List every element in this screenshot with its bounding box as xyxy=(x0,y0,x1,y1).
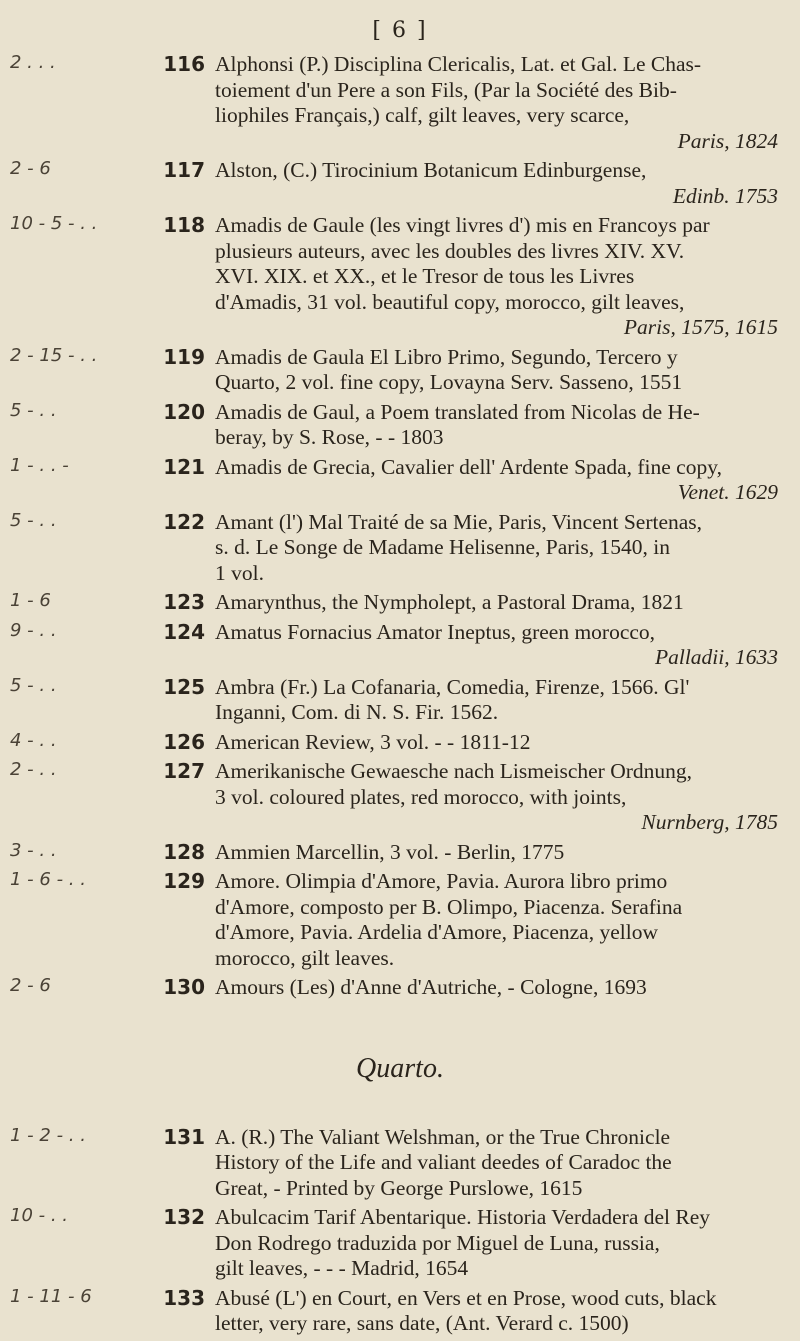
price-annotation: 2 - 15 - . . xyxy=(10,344,98,366)
catalogue-entry-126 xyxy=(0,730,800,756)
entry-line: Inganni, Com. di N. S. Fir. 1562. xyxy=(215,700,499,724)
entry-line: Amore. Olimpia d'Amore, Pavia. Aurora libro primo xyxy=(215,869,668,893)
entry-line: Amant (l') Mal Traité de sa Mie, Paris, Vincent Sertenas, xyxy=(215,509,703,534)
page-number: [ 6 ] xyxy=(372,18,428,43)
catalogue-entry-118 xyxy=(0,213,800,341)
entry-line: toiement d'un Pere a son Fils, (Par la Société des Bib- xyxy=(215,77,677,102)
lot-number: 123 xyxy=(163,590,205,614)
catalogue-entry-129 xyxy=(0,869,800,971)
entry-line: Don Rodrego traduzida por Miguel de Luna, russia, xyxy=(215,1230,660,1255)
catalogue-entry-125 xyxy=(0,675,800,726)
price-annotation: 1 - 6 - . . xyxy=(10,869,86,890)
price-annotation: 1 - 2 - . . xyxy=(10,1124,86,1146)
catalogue-entry-119 xyxy=(0,345,800,396)
lot-number: 117 xyxy=(163,158,205,182)
lot-number: 128 xyxy=(163,839,205,864)
price-annotation: 10 - . . xyxy=(10,1205,69,1226)
entry-line: Amadis de Grecia, Cavalier dell' Ardente Spada, fine copy, xyxy=(215,454,722,479)
entry-line: d'Amore, composto per B. Olimpo, Piacenza. Serafina xyxy=(215,894,683,919)
entry-line: 1 vol. xyxy=(215,560,264,585)
price-annotation: 5 - . . xyxy=(10,509,57,531)
entry-line: Ammien Marcellin, 3 vol. - Berlin, 1775 xyxy=(215,839,565,864)
catalogue-entry-131 xyxy=(0,1125,800,1202)
lot-number: 122 xyxy=(163,509,205,534)
lot-number: 120 xyxy=(163,399,205,424)
entry-line: XVI. XIX. et XX., et le Tresor de tous les Livres xyxy=(215,264,635,288)
catalogue-entry-117 xyxy=(0,158,800,209)
lot-number: 133 xyxy=(163,1285,205,1310)
catalogue-entry-132 xyxy=(0,1205,800,1282)
entry-line: Amatus Fornacius Amator Ineptus, green morocco, xyxy=(215,619,656,644)
catalogue-entry-123 xyxy=(0,590,800,616)
imprint: Paris, 1575, 1615 xyxy=(623,315,778,339)
entry-line: gilt leaves, - - - Madrid, 1654 xyxy=(215,1256,469,1280)
price-annotation: 3 - . . xyxy=(10,839,57,861)
section-heading-quarto: Quarto. xyxy=(356,1052,444,1084)
price-annotation: 4 - . . xyxy=(10,729,57,751)
catalogue-entry-127 xyxy=(0,759,800,836)
entry-line: plusieurs auteurs, avec les doubles des livres XIV. XV. xyxy=(215,238,685,263)
price-annotation: 2 - 6 xyxy=(10,975,51,996)
catalogue-entry-116 xyxy=(0,52,800,154)
lot-number: 121 xyxy=(163,454,205,479)
entry-line: Amadis de Gaul, a Poem translated from Nicolas de He- xyxy=(215,399,700,424)
lot-number: 127 xyxy=(163,759,205,783)
lot-number: 124 xyxy=(163,619,205,644)
catalogue-entry-124 xyxy=(0,620,800,671)
entry-line: Amadis de Gaula El Libro Primo, Segundo, Tercero y xyxy=(215,344,678,369)
entry-line: morocco, gilt leaves. xyxy=(215,945,395,970)
lot-number: 118 xyxy=(163,213,205,237)
entry-line: liophiles Français,) calf, gilt leaves, very scarce, xyxy=(215,103,630,127)
imprint: Venet. 1629 xyxy=(677,480,778,504)
lot-number: 119 xyxy=(163,344,205,369)
lot-number: 132 xyxy=(163,1205,205,1229)
price-annotation: 2 . . . xyxy=(10,52,56,73)
entry-line: Amadis de Gaule (les vingt livres d') mis en Francoys par xyxy=(215,213,710,237)
price-annotation: 2 - 6 xyxy=(10,158,51,179)
price-annotation: 10 - 5 - . . xyxy=(10,213,98,234)
entry-line: Abulcacim Tarif Abentarique. Historia Verdadera del Rey xyxy=(215,1205,711,1229)
lot-number: 116 xyxy=(163,52,205,76)
entry-line: letter, very rare, sans date, (Ant. Verard c. 1500) xyxy=(215,1311,629,1335)
entry-line: 3 vol. coloured plates, red morocco, with joints, xyxy=(215,784,627,809)
lot-number: 130 xyxy=(163,975,205,999)
price-annotation: 9 - . . xyxy=(10,619,57,641)
entry-line: Great, - Printed by George Purslowe, 1615 xyxy=(215,1175,583,1200)
price-annotation: 1 - 11 - 6 xyxy=(10,1285,92,1307)
entry-line: A. (R.) The Valiant Welshman, or the True Chronicle xyxy=(215,1124,671,1149)
entry-line: Amerikanische Gewaesche nach Lismeischer Ordnung, xyxy=(215,759,692,783)
entry-line: Quarto, 2 vol. fine copy, Lovayna Serv. Sasseno, 1551 xyxy=(215,370,683,394)
entry-line: beray, by S. Rose, - - 1803 xyxy=(215,425,444,449)
imprint: Nurnberg, 1785 xyxy=(641,810,778,834)
entry-line: Amours (Les) d'Anne d'Autriche, - Cologne, 1693 xyxy=(215,975,647,999)
catalogue-entry-122 xyxy=(0,510,800,587)
imprint: Palladii, 1633 xyxy=(654,645,778,669)
entry-line: Alston, (C.) Tirocinium Botanicum Edinburgense, xyxy=(215,158,647,182)
catalogue-entry-130 xyxy=(0,975,800,1001)
imprint: Paris, 1824 xyxy=(677,128,778,153)
entry-line: Abusé (L') en Court, en Vers et en Prose, wood cuts, black xyxy=(215,1285,717,1310)
entry-line: d'Amadis, 31 vol. beautiful copy, morocco, gilt leaves, xyxy=(215,289,685,314)
lot-number: 125 xyxy=(163,674,205,699)
entry-line: Ambra (Fr.) La Cofanaria, Comedia, Firenze, 1566. Gl' xyxy=(215,674,690,699)
entry-line: History of the Life and valiant deedes of Caradoc the xyxy=(215,1150,672,1174)
entry-line: d'Amore, Pavia. Ardelia d'Amore, Piacenza, yellow xyxy=(215,920,658,944)
entry-line: Amarynthus, the Nympholept, a Pastoral Drama, 1821 xyxy=(215,590,684,614)
lot-number: 131 xyxy=(163,1124,205,1149)
imprint: Edinb. 1753 xyxy=(672,183,778,208)
catalogue-entry-128 xyxy=(0,840,800,866)
lot-number: 126 xyxy=(163,729,205,754)
lot-number: 129 xyxy=(163,869,205,893)
catalogue-entry-121 xyxy=(0,455,800,506)
price-annotation: 5 - . . xyxy=(10,399,57,421)
price-annotation: 1 - 6 xyxy=(10,590,51,611)
entry-line: Alphonsi (P.) Disciplina Clericalis, Lat. et Gal. Le Chas- xyxy=(215,52,702,76)
entry-line: s. d. Le Songe de Madame Helisenne, Paris, 1540, in xyxy=(215,535,670,559)
catalogue-entries xyxy=(0,52,800,1341)
entry-line: American Review, 3 vol. - - 1811-12 xyxy=(215,729,531,754)
catalogue-entry-133 xyxy=(0,1286,800,1337)
price-annotation: 1 - . . - xyxy=(10,454,69,476)
catalogue-entry-120 xyxy=(0,400,800,451)
price-annotation: 2 - . . xyxy=(10,759,57,780)
price-annotation: 5 - . . xyxy=(10,674,57,696)
